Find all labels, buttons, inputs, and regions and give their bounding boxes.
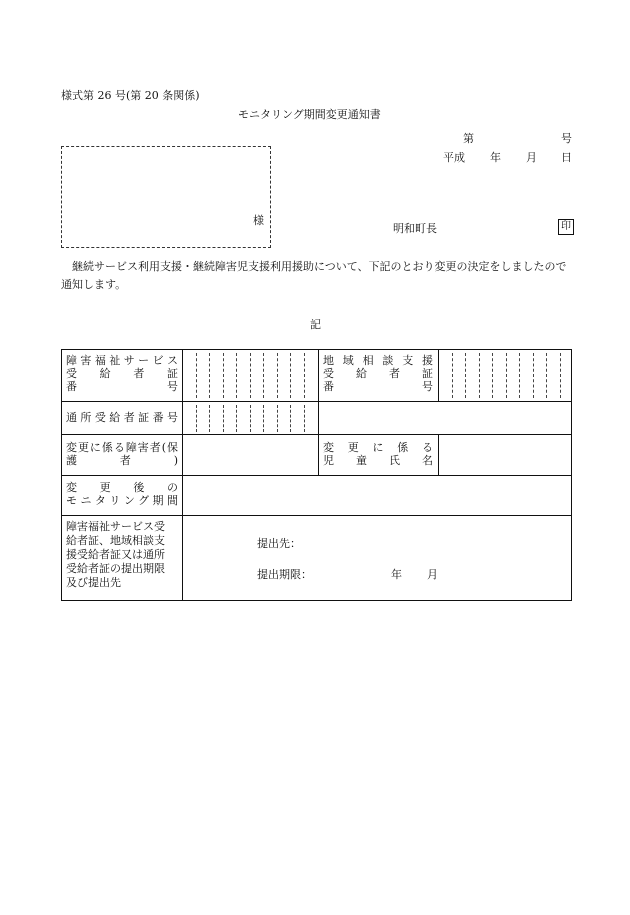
deadline-label: 提出期限： bbox=[257, 568, 312, 581]
submit-to-label: 提出先： bbox=[257, 537, 301, 550]
label-affected-person: 変更に係る障害者(保 護 者 ) bbox=[66, 441, 178, 467]
deadline-year-unit: 年 bbox=[391, 568, 402, 581]
label-community-support-recipient-number: 地 域 相 談 支 援 受 給 者 証 番 号 bbox=[323, 354, 433, 393]
label-day-service-recipient-number: 通所受給者証番号 bbox=[66, 411, 178, 424]
body-text: 継続サービス利用支援・継続障害児支援利用援助について、下記のとおり変更の決定をしましたので通知します。 bbox=[61, 260, 567, 291]
label-new-monitoring-period: 変 更 後 の モニタリング期間 bbox=[66, 481, 178, 507]
doc-number-suffix: 号 bbox=[561, 132, 572, 145]
issuer-name: 明和町長 bbox=[393, 222, 437, 235]
addressee-honorific: 様 bbox=[253, 214, 264, 227]
label-submission-deadline-destination: 障害福祉サービス受 給者証、地域相談支 援受給者証又は通所 受給者証の提出期限 及び提出先 bbox=[66, 520, 165, 589]
ki-label: 記 bbox=[310, 318, 321, 331]
doc-number-prefix: 第 bbox=[463, 132, 474, 145]
deadline-month-unit: 月 bbox=[427, 568, 438, 581]
document-title: モニタリング期間変更通知書 bbox=[238, 108, 381, 121]
date-era: 平成 bbox=[443, 151, 465, 164]
info-table bbox=[61, 349, 572, 601]
form-number: 様式第 26 号(第 20 条関係) bbox=[61, 89, 200, 102]
label-child-name: 変 更 に 係 る 児 童 氏 名 bbox=[323, 441, 433, 467]
date-day-unit: 日 bbox=[561, 151, 572, 164]
seal-mark: 印 bbox=[558, 219, 574, 235]
label-welfare-recipient-number: 障害福祉サービス 受 給 者 証 番 号 bbox=[66, 354, 178, 393]
date-month-unit: 月 bbox=[526, 151, 537, 164]
addressee-box[interactable] bbox=[61, 146, 271, 248]
date-year-unit: 年 bbox=[490, 151, 501, 164]
